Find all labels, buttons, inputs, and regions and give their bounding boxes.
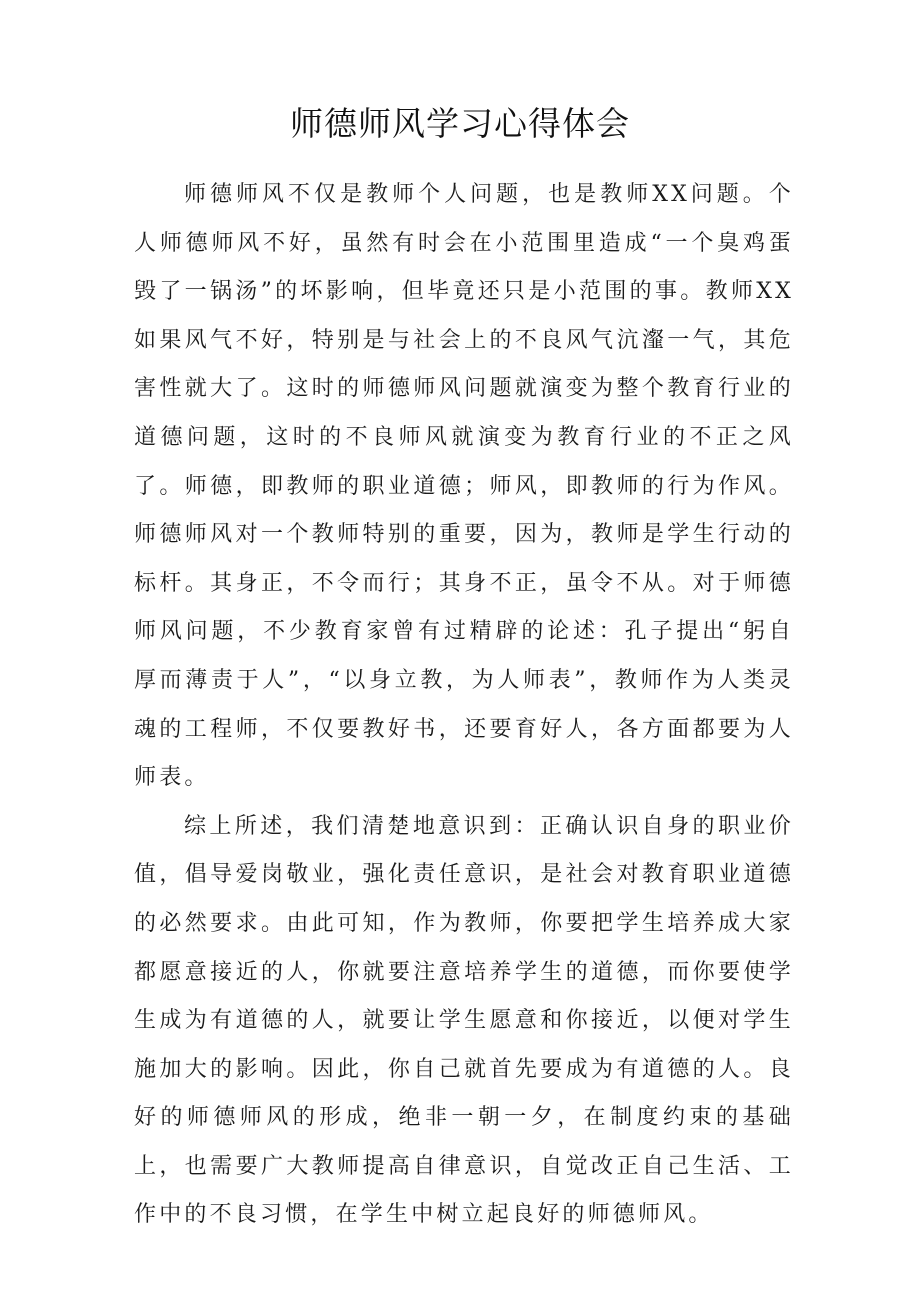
document-body: [134, 171, 794, 1240]
paragraph-2: 综上所述，我们清楚地意识到：正确认识自身的职业价值，倡导爱岗敬业，强化责任意识，是社会对教育职业道德的必然要求。由此可知，作为教师，你要把学生培养成大家都愿意接近的人，你就要注意培养学生的道德，而你要使学生成为有道德的人，就要让学生愿意和你接近，以便对学生施加大的影响。因此，你自己就首先要成为有道德的人。良好的师德师风的形成，绝非一朝一夕，在制度约束的基础上，也需要广大教师提高自律意识，自觉改正自己生活、工作中的不良习惯，在学生中树立起良好的师德师风。: [134, 813, 794, 1228]
document-title: 师德师风学习心得体会: [290, 104, 630, 143]
paragraph-1: 师德师风不仅是教师个人问题，也是教师XX问题。个人师德师风不好，虽然有时会在小范围里造成“一个臭鸡蛋毁了一锅汤”的坏影响，但毕竟还只是小范围的事。教师XX如果风气不好，特别是与社会上的不良风气沆瀣一气，其危害性就大了。这时的师德师风问题就演变为整个教育行业的道德问题，这时的不良师风就演变为教育行业的不正之风了。师德，即教师的职业道德；师风，即教师的行为作风。师德师风对一个教师特别的重要，因为，教师是学生行动的标杆。其身正，不令而行；其身不正，虽令不从。对于师德师风问题，不少教育家曾有过精辟的论述：孔子提出“躬自厚而薄责于人”，“以身立教，为人师表”，教师作为人类灵魂的工程师，不仅要教好书，还要育好人，各方面都要为人师表。: [134, 182, 794, 791]
